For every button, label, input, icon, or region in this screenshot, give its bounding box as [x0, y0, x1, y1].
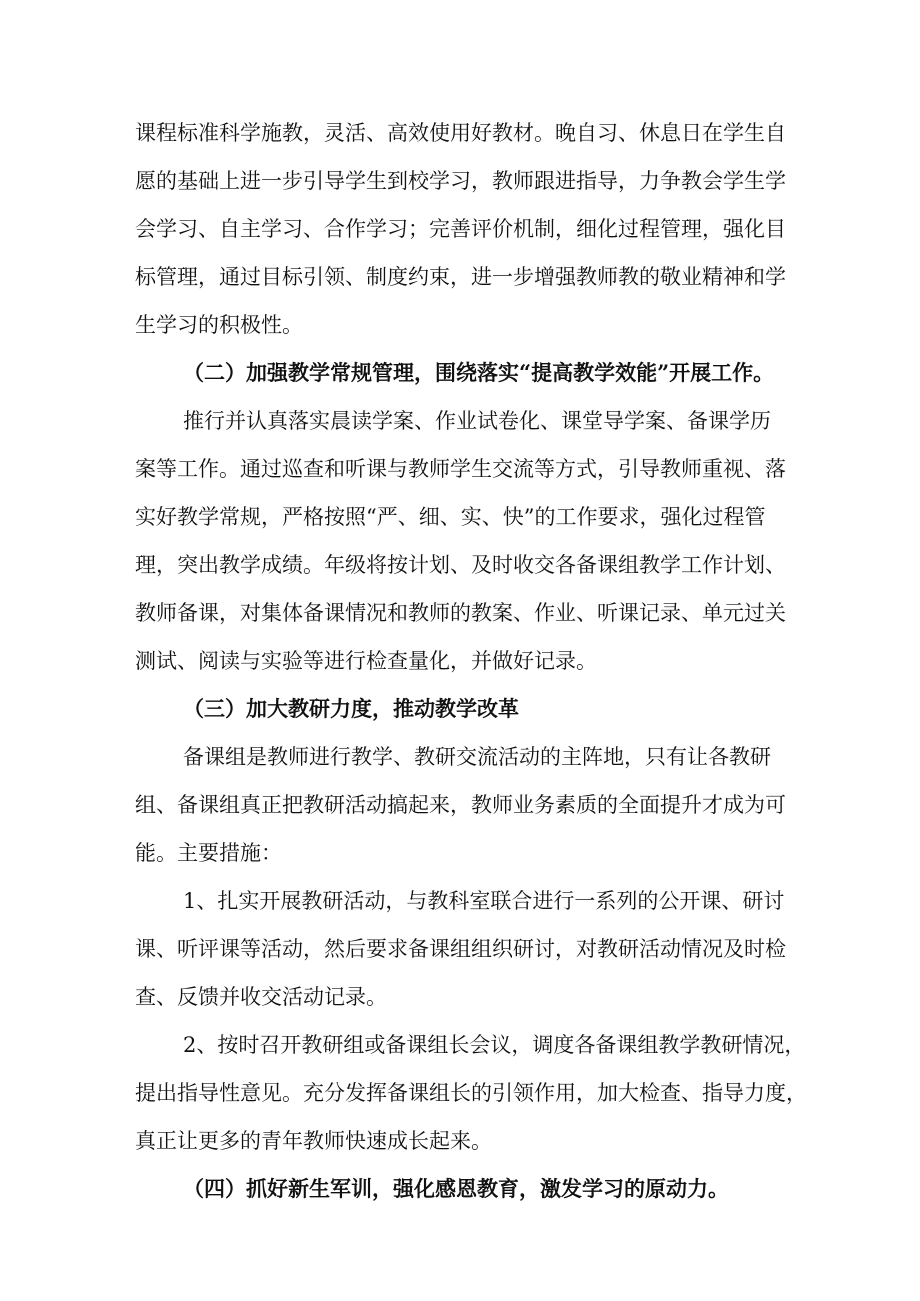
- body-text-line: 组、备课组真正把教研活动搞起来，教师业务素质的全面提升才成为可: [135, 793, 786, 817]
- body-text-line: 查、反馈并收交活动记录。: [135, 985, 387, 1009]
- body-text-line: 课程标准科学施教，灵活、高效使用好教材。晚自习、休息日在学生自: [135, 121, 786, 145]
- body-text-line: 案等工作。通过巡查和听课与教师学生交流等方式，引导教师重视、落: [135, 457, 786, 481]
- list-item-2-line: 2、按时召开教研组或备课组长会议，调度各备课组教学教研情况，: [183, 1033, 806, 1057]
- list-item-1-line: 1、扎实开展教研活动，与教科室联合进行一系列的公开课、研讨: [183, 889, 785, 913]
- body-text-line: 愿的基础上进一步引导学生到校学习，教师跟进指导，力争教会学生学: [135, 169, 786, 193]
- body-text-line: 课、听评课等活动，然后要求备课组组织研讨，对教研活动情况及时检: [135, 937, 786, 961]
- body-text-line: 生学习的积极性。: [135, 313, 303, 337]
- body-text-line: 教师备课，对集体备课情况和教师的教案、作业、听课记录、单元过关: [135, 601, 786, 625]
- body-text-line: 标管理，通过目标引领、制度约束，进一步增强教师教的敬业精神和学: [135, 265, 786, 289]
- body-text-line: 提出指导性意见。充分发挥备课组长的引领作用，加大检查、指导力度，: [135, 1081, 807, 1105]
- body-text-line: 会学习、自主学习、合作学习；完善评价机制，细化过程管理，强化目: [135, 217, 786, 241]
- body-text-line: 能。主要措施：: [135, 841, 282, 865]
- section-heading-3: （三）加大教研力度，推动教学改革: [183, 696, 519, 721]
- body-text-line: 真正让更多的青年教师快速成长起来。: [135, 1129, 492, 1153]
- section-heading-4: （四）抓好新生军训，强化感恩教育，激发学习的原动力。: [183, 1176, 729, 1201]
- body-text-line: 推行并认真落实晨读学案、作业试卷化、课堂导学案、备课学历: [183, 409, 771, 433]
- body-text-line: 实好教学常规，严格按照“严、细、实、快”的工作要求，强化过程管: [135, 505, 766, 529]
- body-text-line: 备课组是教师进行教学、教研交流活动的主阵地，只有让各教研: [183, 745, 771, 769]
- body-text-line: 测试、阅读与实验等进行检查量化，并做好记录。: [135, 649, 597, 673]
- section-heading-2: （二）加强教学常规管理，围绕落实“提高教学效能”开展工作。: [183, 360, 775, 385]
- body-text-line: 理，突出教学成绩。年级将按计划、及时收交各备课组教学工作计划、: [135, 553, 786, 577]
